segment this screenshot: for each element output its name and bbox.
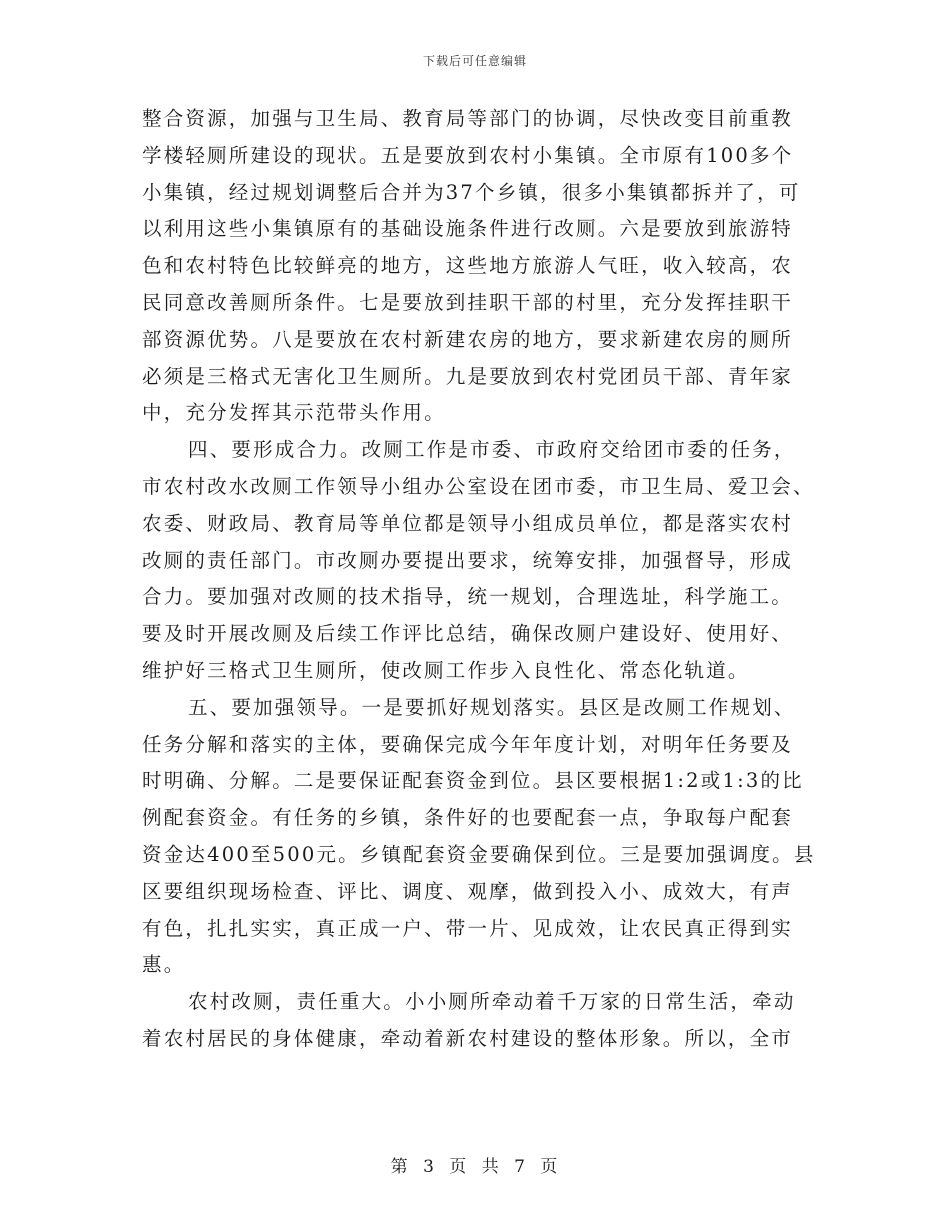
text-line: 维护好三格式卫生厕所，使改厕工作步入良性化、常态化轨道。 <box>142 658 750 682</box>
paragraph-start-line: 四、要形成合力。改厕工作是市委、市政府交给团市委的任务， <box>188 438 796 462</box>
text-line: 必须是三格式无害化卫生厕所。九是要放到农村党团员干部、青年家 <box>142 364 794 388</box>
text-line: 民同意改善厕所条件。七是要放到挂职干部的村里，充分发挥挂职干 <box>142 290 794 314</box>
text-line: 整合资源，加强与卫生局、教育局等部门的协调，尽快改变目前重教 <box>142 107 794 130</box>
paragraph-start-line: 农村改厕，责任重大。小小厕所牵动着千万家的日常生活，牵动 <box>188 990 796 1014</box>
text-line: 部资源优势。八是要放在农村新建农房的地方，要求新建农房的厕所 <box>142 327 794 351</box>
text-line: 小集镇，经过规划调整后合并为37个乡镇，很多小集镇都拆并了，可 <box>142 180 801 204</box>
text-line: 中，充分发挥其示范带头作用。 <box>142 401 446 425</box>
text-line: 惠。 <box>142 953 186 977</box>
paragraph-start-line: 五、要加强领导。一是要抓好规划落实。县区是改厕工作规划、 <box>188 695 796 719</box>
document-body <box>142 101 816 1058</box>
text-line: 合力。要加强对改厕的技术指导，统一规划，合理选址，科学施工。 <box>142 585 794 609</box>
text-line: 学楼轻厕所建设的现状。五是要放到农村小集镇。全市原有100多个 <box>142 143 794 167</box>
text-line: 任务分解和落实的主体，要确保完成今年年度计划，对明年任务要及 <box>142 732 794 756</box>
page-number-footer: 第 3 页 共 7 页 <box>390 1157 560 1177</box>
text-line: 农委、财政局、教育局等单位都是领导小组成员单位，都是落实农村 <box>142 511 794 535</box>
text-line: 例配套资金。有任务的乡镇，条件好的也要配套一点，争取每户配套 <box>142 806 794 830</box>
text-line: 要及时开展改厕及后续工作评比总结，确保改厕户建设好、使用好、 <box>142 622 794 646</box>
text-line: 有色，扎扎实实，真正成一户、带一片、见成效，让农民真正得到实 <box>142 916 794 940</box>
text-line: 着农村居民的身体健康，牵动着新农村建设的整体形象。所以，全市 <box>142 1026 794 1050</box>
page-header: 下载后可任意编辑 <box>422 54 527 68</box>
text-line: 市农村改水改厕工作领导小组办公室设在团市委，市卫生局、爱卫会、 <box>142 474 815 498</box>
text-line: 改厕的责任部门。市改厕办要提出要求，统筹安排，加强督导，形成 <box>142 548 794 572</box>
text-line: 资金达400至500元。乡镇配套资金要确保到位。三是要加强调度。县 <box>142 842 816 866</box>
text-line: 色和农村特色比较鲜亮的地方，这些地方旅游人气旺，收入较高，农 <box>142 254 794 278</box>
text-line: 时明确、分解。二是要保证配套资金到位。县区要根据1:2或1:3的比 <box>142 769 804 793</box>
text-line: 区要组织现场检查、评比、调度、观摩，做到投入小、成效大，有声 <box>142 879 794 903</box>
text-line: 以利用这些小集镇原有的基础设施条件进行改厕。六是要放到旅游特 <box>142 217 794 241</box>
